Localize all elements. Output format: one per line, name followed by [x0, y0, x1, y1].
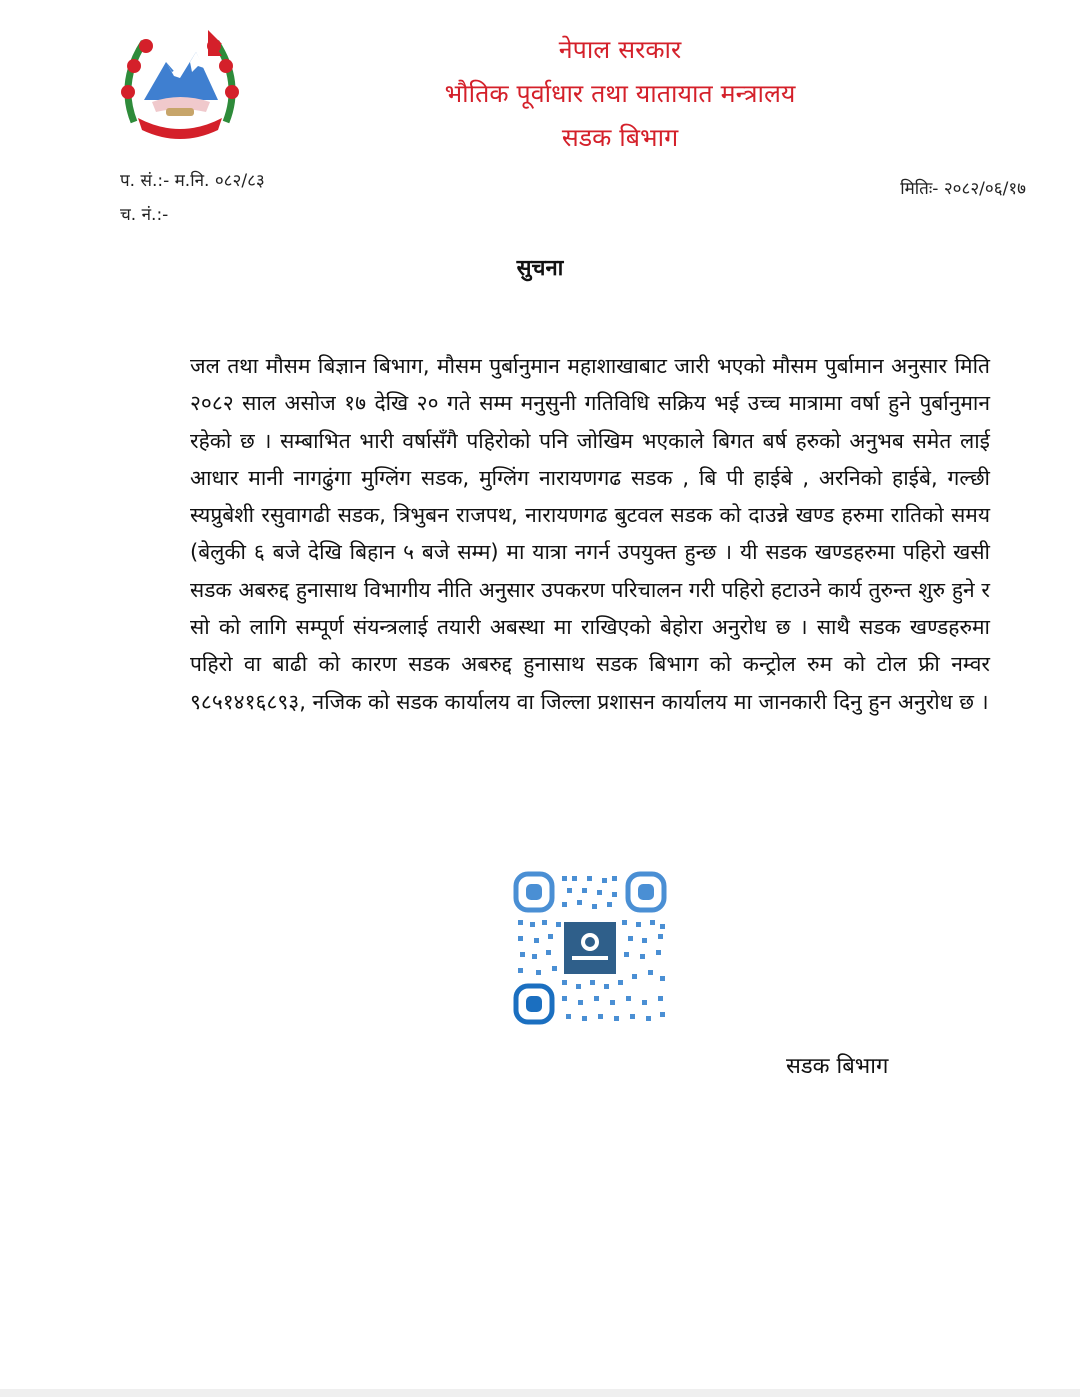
ministry-name: भौतिक पूर्वाधार तथा यातायात मन्त्रालय: [444, 79, 796, 108]
dispatch-number: च. नं.:-: [120, 205, 169, 225]
department-name: सडक बिभाग: [561, 123, 679, 152]
letterhead: [300, 28, 940, 160]
reference-number: प. सं.:- म.नि. ०८२/८३: [120, 171, 265, 191]
page-bottom-edge: [0, 1389, 1080, 1397]
nepal-government-emblem-icon: [114, 22, 246, 140]
letter-date: मितिः- २०८२/०६/१७: [900, 179, 1026, 199]
government-name: नेपाल सरकार: [558, 35, 682, 64]
reference-block: [120, 164, 265, 232]
signature-department: सडक बिभाग: [786, 1054, 889, 1079]
notice-title: सुचना: [516, 256, 564, 281]
qr-code-icon[interactable]: [512, 870, 668, 1026]
notice-body: जल तथा मौसम बिज्ञान बिभाग, मौसम पुर्बानुमान महाशाखाबाट जारी भएको मौसम पुर्बामान अनुसार मिति २०८२ साल असोज १७ देखि २० गते सम्म मनुसुनी गतिविधि सक्रिय भई उच्च मात्रामा वर्षा हुने पुर्बानुमान रहेको छ । सम्बाभित भारी वर्षासँगै पहिरोको पनि जोखिम भएकाले बिगत बर्ष हरुको अनुभब समेत लाई आधार मानी नागढुंगा मुग्लिंग सडक, मुग्लिंग नारायणगढ सडक , बि पी हाईबे , अरनिको हाईबे, गल्छी स्यप्रुबेशी रसुवागढी सडक, त्रिभुबन राजपथ, नारायणगढ बुटवल सडक को दाउन्ने खण्ड हरुमा रातिको समय (बेलुकी ६ बजे देखि बिहान ५ बजे सम्म) मा यात्रा नगर्न उपयुक्त हुन्छ । यी सडक खण्डहरुमा पहिरो खसी सडक अबरुद्द हुनासाथ विभागीय नीति अनुसार उपकरण परिचालन गरी पहिरो हटाउने कार्य तुरुन्त शुरु हुने र सो को लागि सम्पूर्ण संयन्त्रलाई तयारी अबस्था मा राखिएको बेहोरा अनुरोध छ । साथै सडक खण्डहरुमा पहिरो वा बाढी को कारण सडक अबरुद्द हुनासाथ सडक बिभाग को कन्ट्रोल रुम को टोल फ्री नम्वर ९८५१४१६८९३, नजिक को सडक कार्यालय वा जिल्ला प्रशासन कार्यालय मा जानकारी दिनु हुन अनुरोध छ ।: [190, 354, 990, 714]
